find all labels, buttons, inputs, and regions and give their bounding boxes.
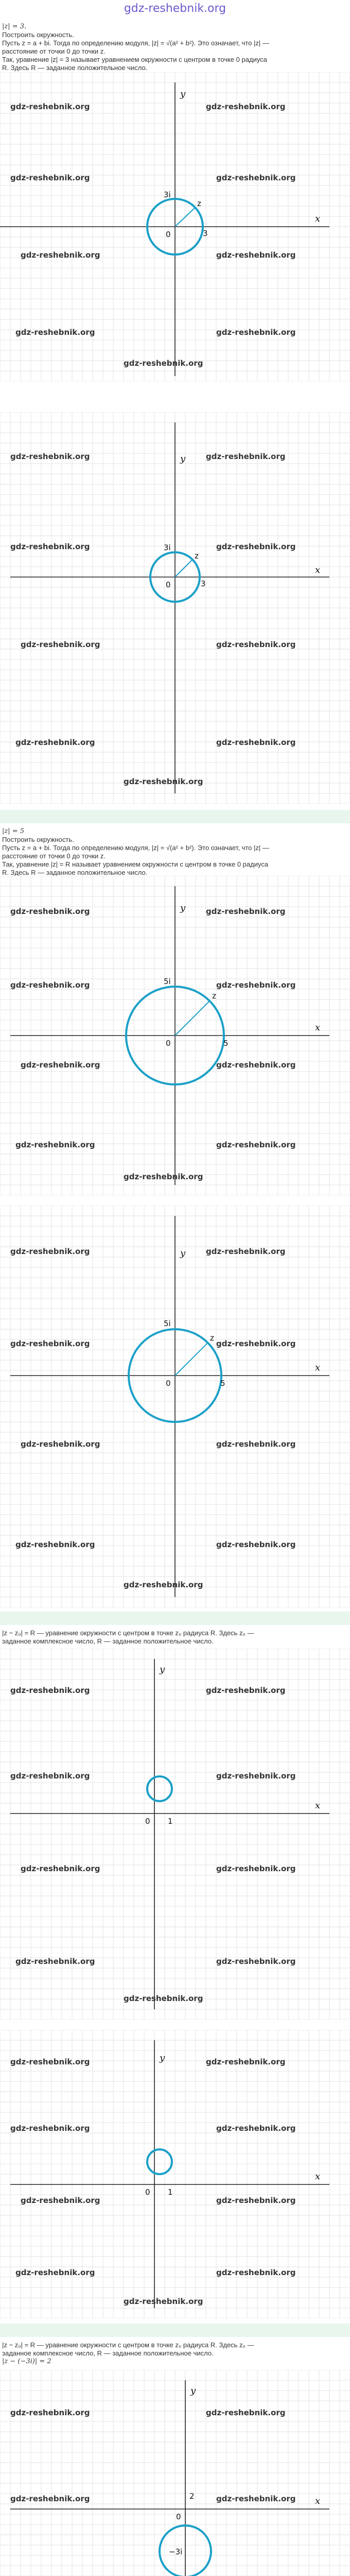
section-3-line-1: заданное комплексное число, R — заданное положительное число. bbox=[2, 1637, 214, 1645]
graph-3a-svg bbox=[0, 1649, 350, 2020]
watermark-text: gdz-reshebnik.org bbox=[10, 173, 90, 182]
y-axis-label: y bbox=[160, 2053, 165, 2063]
watermark-text: gdz-reshebnik.org bbox=[15, 738, 95, 747]
section-divider-2 bbox=[0, 1612, 350, 1625]
watermark-text: gdz-reshebnik.org bbox=[216, 1140, 296, 1149]
site-header-link[interactable]: gdz-reshebnik.org bbox=[124, 2, 226, 15]
watermark-text: gdz-reshebnik.org bbox=[21, 1439, 100, 1449]
graph-1b bbox=[0, 412, 350, 804]
graph-1a bbox=[0, 72, 350, 381]
graph-2a bbox=[0, 876, 350, 1195]
tick-label-2: 2 bbox=[189, 2492, 195, 2501]
graph-3a bbox=[0, 1649, 350, 2020]
origin-label: 0 bbox=[145, 1817, 150, 1826]
z-label: z bbox=[197, 199, 201, 208]
watermark-text: gdz-reshebnik.org bbox=[10, 1771, 90, 1781]
watermark-text: gdz-reshebnik.org bbox=[216, 542, 296, 551]
graph-2a-svg bbox=[0, 876, 350, 1195]
origin-label: 0 bbox=[166, 230, 171, 239]
watermark-text: gdz-reshebnik.org bbox=[216, 980, 296, 990]
watermark-text: gdz-reshebnik.org bbox=[216, 1771, 296, 1781]
section-2-heading: |z| = 5 bbox=[2, 827, 25, 835]
watermark-text: gdz-reshebnik.org bbox=[216, 173, 296, 182]
watermark-text: gdz-reshebnik.org bbox=[206, 452, 286, 461]
y-axis-label: y bbox=[180, 1248, 186, 1259]
section-1-line-1: Построить окружность. bbox=[2, 31, 74, 39]
watermark-text: gdz-reshebnik.org bbox=[124, 1994, 203, 2003]
watermark-text: gdz-reshebnik.org bbox=[124, 1172, 203, 1181]
watermark-text: gdz-reshebnik.org bbox=[216, 328, 296, 337]
tick-label: 1 bbox=[168, 1817, 173, 1826]
x-axis-label: x bbox=[315, 1022, 321, 1033]
imag-tick-label: 3i bbox=[164, 543, 171, 552]
watermark-text: gdz-reshebnik.org bbox=[124, 359, 203, 368]
watermark-text: gdz-reshebnik.org bbox=[15, 2268, 95, 2277]
section-2-line-3: расстояние от точки 0 до точки z. bbox=[2, 852, 106, 860]
section-2-line-4: Так, уравнение |z| = R называет уравнением окружности с центром в точке 0 радиуса bbox=[2, 860, 269, 868]
watermark-text: gdz-reshebnik.org bbox=[216, 1339, 296, 1348]
watermark-text: gdz-reshebnik.org bbox=[216, 2124, 296, 2133]
section-2 bbox=[0, 824, 350, 877]
graph-1a-svg bbox=[0, 72, 350, 381]
section-3 bbox=[0, 1626, 350, 1646]
watermark-text: gdz-reshebnik.org bbox=[206, 2057, 286, 2066]
real-tick-label: 5 bbox=[223, 1039, 229, 1048]
y-axis-label: y bbox=[180, 453, 186, 464]
section-4-line-1: заданное комплексное число, R — заданное положительное число. bbox=[2, 2349, 214, 2357]
graph-2b-svg bbox=[0, 1206, 350, 1607]
watermark-text: gdz-reshebnik.org bbox=[206, 907, 286, 916]
z-label: z bbox=[195, 551, 199, 561]
watermarks bbox=[10, 102, 295, 368]
graph-4a-svg bbox=[0, 2370, 350, 2576]
watermark-text: gdz-reshebnik.org bbox=[10, 2494, 90, 2503]
watermark-text: gdz-reshebnik.org bbox=[21, 250, 100, 260]
x-axis-label: x bbox=[315, 2171, 321, 2182]
imag-tick-label: 5i bbox=[164, 1319, 171, 1328]
graph-3b bbox=[0, 2030, 350, 2318]
watermark-text: gdz-reshebnik.org bbox=[10, 2408, 90, 2417]
radius-line bbox=[175, 560, 192, 577]
imag-tick-label: 5i bbox=[164, 977, 171, 986]
watermarks bbox=[10, 2408, 295, 2576]
watermark-text: gdz-reshebnik.org bbox=[216, 1957, 296, 1966]
watermark-text: gdz-reshebnik.org bbox=[15, 1957, 95, 1966]
watermarks bbox=[10, 452, 295, 786]
y-axis-label: y bbox=[180, 89, 186, 99]
watermark-text: gdz-reshebnik.org bbox=[15, 328, 95, 337]
x-axis-label: x bbox=[315, 565, 321, 575]
watermark-text: gdz-reshebnik.org bbox=[21, 1060, 100, 1070]
x-axis-label: x bbox=[315, 1800, 321, 1811]
circle bbox=[147, 2149, 172, 2174]
z-label: z bbox=[210, 1333, 214, 1343]
y-axis-label: y bbox=[190, 2385, 196, 2396]
section-2-line-2: Пусть z = a + bi. Тогда по определению модуля, |z| = √(a² + b²). Это означает, что |z| — bbox=[2, 844, 269, 852]
watermark-text: gdz-reshebnik.org bbox=[10, 1247, 90, 1256]
watermark-text: gdz-reshebnik.org bbox=[10, 452, 90, 461]
section-1-line-5: R. Здесь R — заданное положительное число. bbox=[2, 64, 148, 72]
watermark-text: gdz-reshebnik.org bbox=[124, 1580, 203, 1589]
z-label: z bbox=[212, 991, 216, 1001]
watermark-text: gdz-reshebnik.org bbox=[10, 980, 90, 990]
origin-label: 0 bbox=[166, 1039, 171, 1048]
x-axis-label: x bbox=[315, 2496, 321, 2506]
origin-label: 0 bbox=[145, 2188, 150, 2197]
section-3-heading: |z − z₀| = R — уравнение окружности с центром в точке z₀ радиуса R. Здесь z₀ — bbox=[2, 1629, 254, 1637]
watermark-text: gdz-reshebnik.org bbox=[216, 2268, 296, 2277]
origin-label: 0 bbox=[166, 580, 171, 589]
watermark-text: gdz-reshebnik.org bbox=[10, 102, 90, 111]
imag-tick-label: 3i bbox=[164, 190, 171, 199]
watermark-text: gdz-reshebnik.org bbox=[216, 2196, 296, 2205]
section-4-heading: |z − z₀| = R — уравнение окружности с центром в точке z₀ радиуса R. Здесь z₀ — bbox=[2, 2341, 254, 2349]
y-axis-label: y bbox=[160, 1664, 165, 1675]
watermark-text: gdz-reshebnik.org bbox=[10, 1339, 90, 1348]
watermarks bbox=[10, 2057, 295, 2306]
watermark-text: gdz-reshebnik.org bbox=[10, 907, 90, 916]
watermark-text: gdz-reshebnik.org bbox=[216, 640, 296, 649]
watermark-text: gdz-reshebnik.org bbox=[216, 738, 296, 747]
section-1 bbox=[0, 20, 350, 72]
tick-label: 1 bbox=[168, 2188, 173, 2197]
graph-1b-svg bbox=[0, 412, 350, 804]
watermark-text: gdz-reshebnik.org bbox=[216, 250, 296, 260]
watermark-text: gdz-reshebnik.org bbox=[216, 1439, 296, 1449]
graph-2b bbox=[0, 1206, 350, 1607]
origin-label: 0 bbox=[166, 1379, 171, 1388]
section-1-line-4: Так, уравнение |z| = 3 называет уравнением окружности с центром в точке 0 радиуса bbox=[2, 56, 267, 63]
section-divider-1 bbox=[0, 810, 350, 823]
watermark-text: gdz-reshebnik.org bbox=[10, 2057, 90, 2066]
x-axis-label: x bbox=[315, 213, 321, 224]
graph-3b-svg bbox=[0, 2030, 350, 2318]
x-axis-label: x bbox=[315, 1362, 321, 1373]
section-divider-3 bbox=[0, 2324, 350, 2337]
real-tick-label: 5 bbox=[220, 1379, 225, 1388]
real-tick-label: 3 bbox=[203, 229, 208, 238]
real-tick-label: 3 bbox=[201, 579, 206, 588]
watermark-text: gdz-reshebnik.org bbox=[21, 640, 100, 649]
circle bbox=[147, 1776, 172, 1801]
watermark-text: gdz-reshebnik.org bbox=[206, 1686, 286, 1695]
section-4 bbox=[0, 2338, 350, 2366]
section-1-heading: |z| = 3. bbox=[2, 23, 27, 30]
watermark-text: gdz-reshebnik.org bbox=[124, 777, 203, 786]
origin-label: 0 bbox=[176, 2512, 181, 2521]
watermark-text: gdz-reshebnik.org bbox=[124, 2297, 203, 2306]
section-4-line-2: |z − (−3i)| = 2 bbox=[2, 2358, 51, 2365]
center-label: −3i bbox=[169, 2547, 183, 2556]
section-2-line-1: Построить окружность. bbox=[2, 836, 74, 843]
watermark-text: gdz-reshebnik.org bbox=[15, 1140, 95, 1149]
watermark-text: gdz-reshebnik.org bbox=[216, 1060, 296, 1070]
watermark-text: gdz-reshebnik.org bbox=[21, 1864, 100, 1873]
grid bbox=[0, 2370, 350, 2576]
watermark-text: gdz-reshebnik.org bbox=[206, 2408, 286, 2417]
graph-4a bbox=[0, 2370, 350, 2576]
y-axis-label: y bbox=[180, 903, 186, 913]
watermark-text: gdz-reshebnik.org bbox=[15, 1540, 95, 1549]
watermark-text: gdz-reshebnik.org bbox=[206, 1247, 286, 1256]
watermark-text: gdz-reshebnik.org bbox=[21, 2196, 100, 2205]
watermark-text: gdz-reshebnik.org bbox=[216, 1864, 296, 1873]
section-2-line-5: R. Здесь R — заданное положительное число. bbox=[2, 869, 148, 876]
section-1-line-3: расстояние от точки 0 до точки z. bbox=[2, 47, 106, 55]
watermark-text: gdz-reshebnik.org bbox=[10, 542, 90, 551]
section-1-line-2: Пусть z = a + bi. Тогда по определению модуля, |z| = √(a² + b²). Это означает, что |z| — bbox=[2, 39, 269, 47]
watermark-text: gdz-reshebnik.org bbox=[206, 102, 286, 111]
watermark-text: gdz-reshebnik.org bbox=[216, 2494, 296, 2503]
watermark-text: gdz-reshebnik.org bbox=[10, 1686, 90, 1695]
watermark-text: gdz-reshebnik.org bbox=[216, 1540, 296, 1549]
watermark-text: gdz-reshebnik.org bbox=[10, 2124, 90, 2133]
